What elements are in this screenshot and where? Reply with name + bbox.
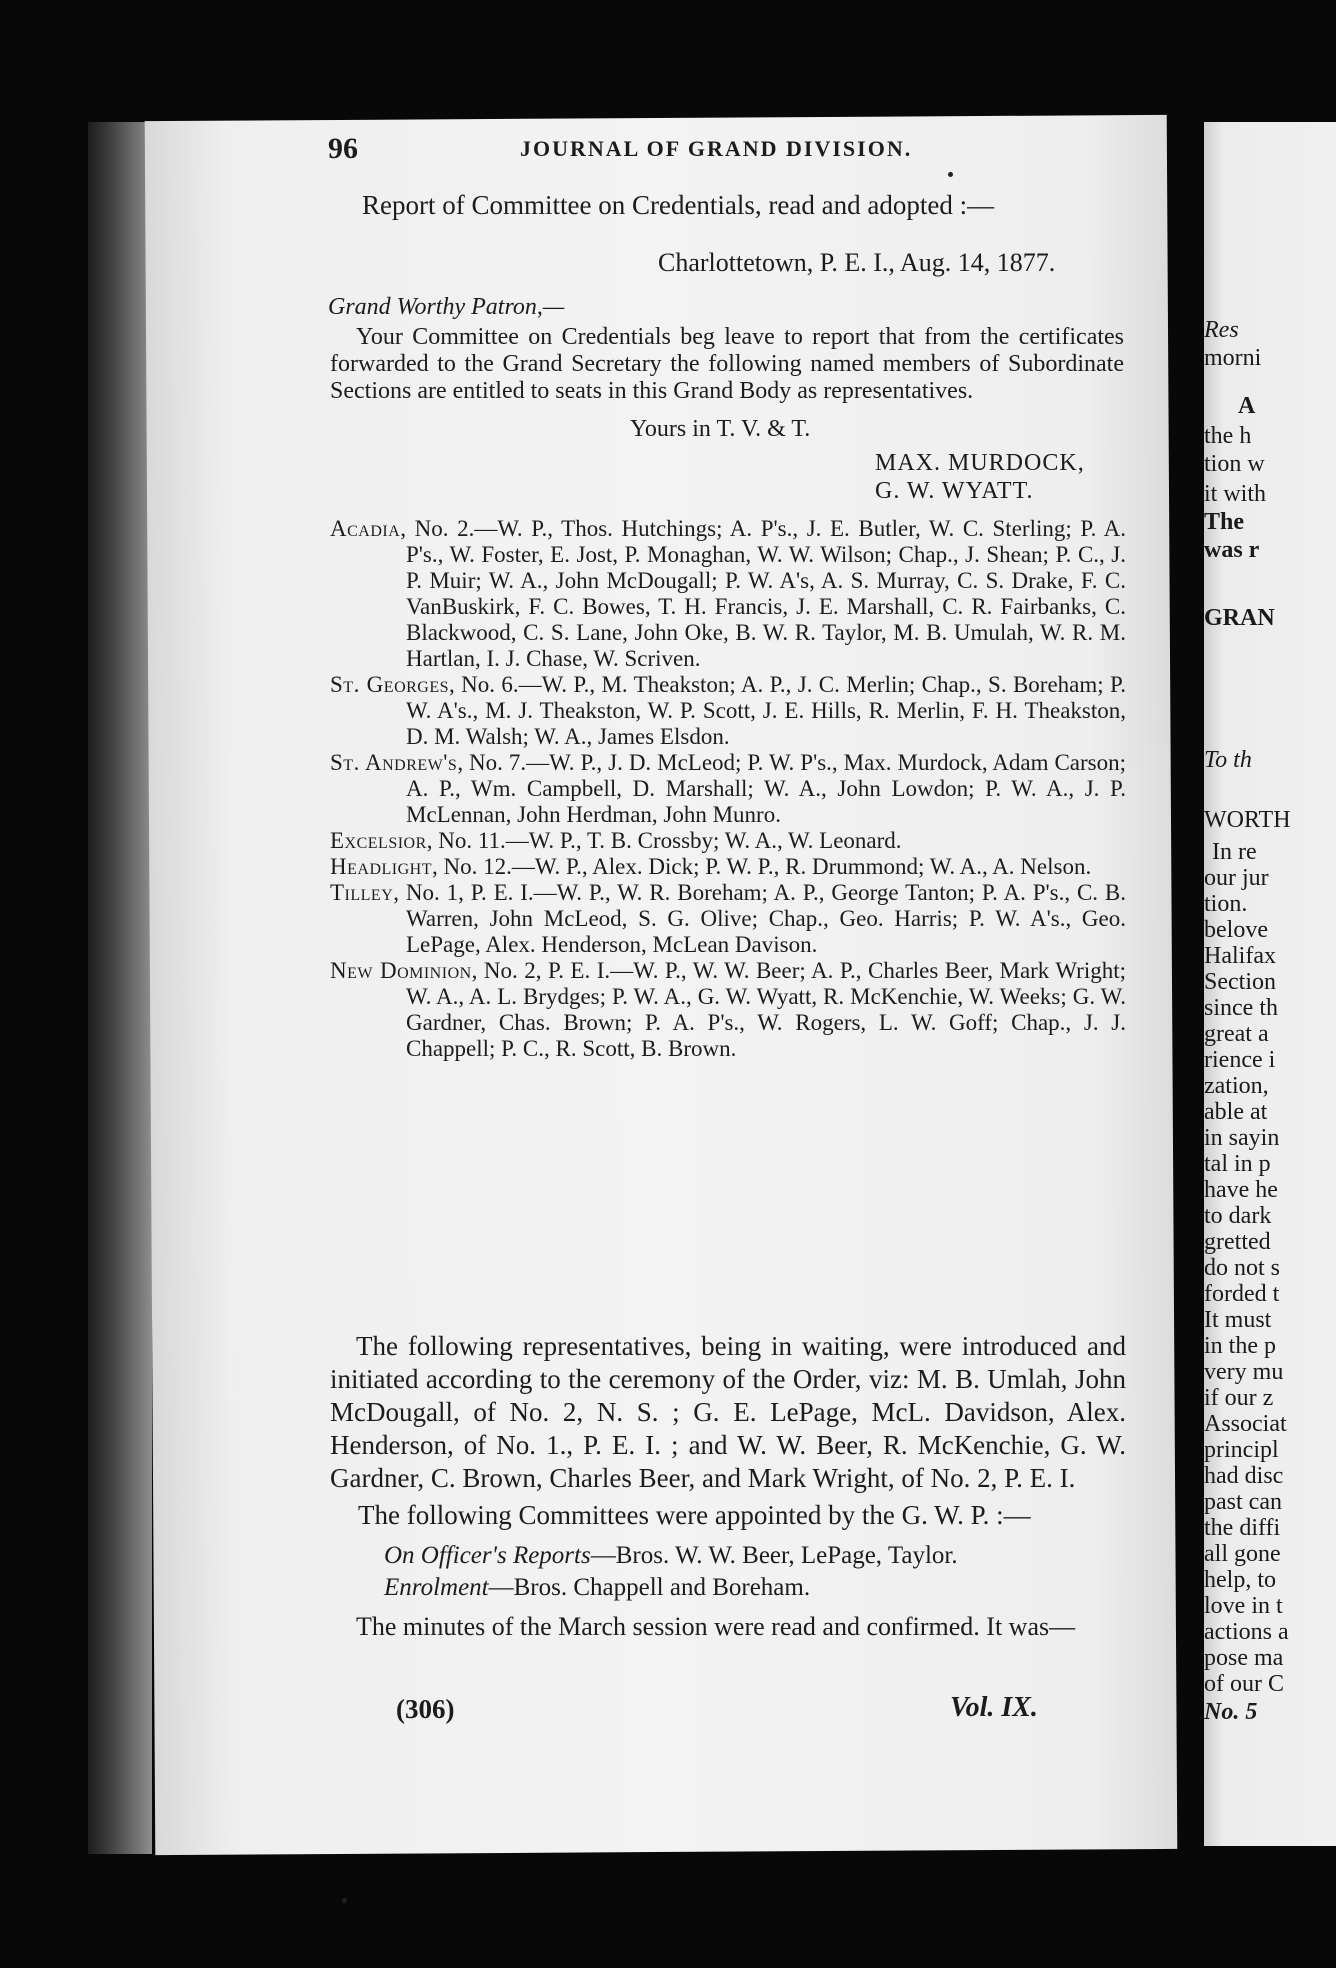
facing-page-fragment: the diffi [1204,1515,1281,1541]
dateline: Charlottetown, P. E. I., Aug. 14, 1877. [658,248,1056,277]
facing-page-fragment: the h [1204,423,1252,449]
facing-page-fragment: able at [1204,1099,1268,1125]
division-name: St. Andrew's [330,750,458,775]
division-name: Headlight [330,854,432,879]
division-entry [330,958,1126,1062]
division-entry [330,516,1126,672]
division-members: , No. 1, P. E. I.—W. P., W. R. Boreham; A. P., George Tanton; P. A. P's., C. B. Warren, John McLeod, S. G. Olive; Chap., Geo. Harris; P. W. A's., Geo. LePage, Alex. Henderson, McLean Davison. [393,880,1126,957]
facing-page-fragment: of our C [1204,1671,1284,1697]
division-entry [330,750,1126,828]
salutation: Grand Worthy Patron,— [328,294,565,320]
page-number: 96 [328,132,358,165]
facing-page-fragment: WORTH [1204,807,1291,833]
division-members: , No. 11.—W. P., T. B. Crossby; W. A., W. Leonard. [426,828,902,853]
facing-page-fragment: tion. [1204,891,1248,917]
signatory: G. W. WYATT. [875,478,1034,504]
facing-page-fragment: forded t [1204,1281,1280,1307]
closing: Yours in T. V. & T. [630,416,811,442]
committees-intro: The following Committees were appointed by the G. W. P. :— [358,1500,1031,1530]
facing-page-fragment: past can [1204,1489,1282,1515]
facing-page-fragment: belove [1204,917,1268,943]
facing-page-fragment: very mu [1204,1359,1284,1385]
division-name: New Dominion [330,958,472,983]
division-entry [330,828,1126,854]
facing-page-fragment: Section [1204,969,1276,995]
print-speck [948,172,953,177]
facing-page-fragment: tal in p [1204,1151,1271,1177]
facing-page-fragment: love in t [1204,1593,1283,1619]
committee-item [384,1574,810,1602]
division-name: Acadia [330,516,401,541]
signatory: MAX. MURDOCK, [875,450,1085,476]
division-members: , No. 2.—W. P., Thos. Hutchings; A. P's., J. E. Butler, W. C. Sterling; P. A. P's., W. Foster, E. Jost, P. Monaghan, W. W. Wilson; Chap., J. Shean; P. C., J. P. Muir; W. A., John McDougall; P. W. A's, A. S. Murray, C. S. Drake, F. C. VanBuskirk, F. C. Bowes, T. H. Francis, J. E. Marshall, C. R. Fairbanks, C. Blackwood, C. S. Lane, John Oke, B. W. R. Taylor, M. B. Umulah, W. R. M. Hartlan, I. J. Chase, W. Scriven. [400,516,1126,671]
facing-page-fragment: great a [1204,1021,1269,1047]
facing-page-fragment: was r [1204,537,1260,563]
division-members: , No. 12.—W. P., Alex. Dick; P. W. P., R. Drummond; W. A., A. Nelson. [431,854,1092,879]
report-body: Your Committee on Credentials beg leave to report that from the certificates forwarded to the Grand Secretary the following named members of Subordinate Sections are entitled to seats in this Grand Body as representatives. [330,324,1124,404]
volume-label: Vol. IX. [950,1692,1038,1723]
facing-page-fragment: help, to [1204,1567,1276,1593]
facing-page-fragment: tion w [1204,451,1265,477]
division-name: St. Georges [330,672,450,697]
binding-gutter [88,122,152,1854]
division-members: , No. 2, P. E. I.—W. P., W. W. Beer; A. P., Charles Beer, Mark Wright; W. A., A. L. Brydges; P. W. A., G. W. Wyatt, R. McKenchie, W. Weeks; G. W. Gardner, Chas. Brown; P. A. P's., W. Rogers, L. W. Goff; Chap., J. J. Chappell; P. C., R. Scott, B. Brown. [406,958,1126,1061]
print-speck [342,1898,347,1903]
minutes-paragraph: The minutes of the March session were read and confirmed. It was— [356,1612,1076,1641]
facing-page-fragment: In re [1212,839,1257,865]
facing-page-fragment: in the p [1204,1333,1276,1359]
committee-item [384,1542,958,1570]
facing-page-fragment: actions a [1204,1619,1289,1645]
facing-page-fragment: To th [1204,747,1252,773]
facing-page-fragment: rience i [1204,1047,1276,1073]
committee-label: On Officer's Reports [384,1542,591,1569]
facing-page-fragment: morni [1204,345,1262,371]
division-members: , No. 6.—W. P., M. Theakston; A. P., J. C. Merlin; Chap., S. Boreham; P. W. A's., M. J. Theakston, W. P. Scott, J. E. Hills, R. Merlin, F. H. Theakston, D. M. Walsh; W. A., James Elsdon. [406,672,1127,749]
facing-page-fragment: The [1204,509,1245,535]
committee-label: Enrolment [384,1574,489,1601]
facing-page-fragment: have he [1204,1177,1278,1203]
facing-page-fragment: if our z [1204,1385,1274,1411]
facing-page-fragment: in sayin [1204,1125,1280,1151]
facing-page-fragment: our jur [1204,865,1269,891]
facing-page-fragment: gretted [1204,1229,1271,1255]
committee-members: —Bros. Chappell and Boreham. [488,1574,811,1601]
facing-page-fragment: had disc [1204,1463,1284,1489]
signature-mark: (306) [396,1694,455,1724]
division-entry [330,672,1126,750]
division-entry [330,880,1126,958]
division-list [330,516,1126,1062]
initiation-paragraph: The following representatives, being in waiting, were introduced and initiated according to the ceremony of the Order, viz: M. B. Umlah, John McDougall, of No. 2, N. S. ; G. E. LePage, McL. Davidson, Alex. Henderson, of No. 1., P. E. I. ; and W. W. Beer, R. McKenchie, G. W. Gardner, C. Brown, Charles Beer, and Mark Wright, of No. 2, P. E. I. [330,1331,1126,1493]
facing-page-fragment: zation, [1204,1073,1269,1099]
facing-page-fragment: A [1238,393,1256,419]
facing-page-fragment: to dark [1204,1203,1272,1229]
facing-page-fragment: GRAN [1204,605,1275,631]
facing-page-fragment: since th [1204,995,1278,1021]
facing-page [1204,122,1336,1846]
running-head [178,132,1118,172]
facing-page-fragment: do not s [1204,1255,1281,1281]
facing-page-fragment: Res [1204,317,1239,343]
facing-page-fragment: It must [1204,1307,1272,1333]
division-entry [330,854,1126,880]
facing-page-fragment: pose ma [1204,1645,1284,1671]
facing-page-fragment: principl [1204,1437,1279,1463]
committee-members: —Bros. W. W. Beer, LePage, Taylor. [590,1542,958,1569]
facing-page-fragment: it with [1204,481,1267,507]
division-name: Tilley [330,880,394,905]
division-name: Excelsior [330,828,427,853]
running-title: JOURNAL OF GRAND DIVISION. [520,136,913,161]
facing-page-fragment: No. 5 [1204,1699,1258,1725]
facing-page-fragment: all gone [1204,1541,1281,1567]
facing-page-fragment: Associat [1204,1411,1287,1437]
report-heading: Report of Committee on Credentials, read and adopted :— [362,190,995,220]
facing-page-fragment: Halifax [1204,943,1276,969]
division-members: , No. 7.—W. P., J. D. McLeod; P. W. P's., Max. Murdock, Adam Carson; A. P., Wm. Campbell, D. Marshall; W. A., John Lowdon; P. W. A., J. P. McLennan, John Herdman, John Munro. [406,750,1127,827]
